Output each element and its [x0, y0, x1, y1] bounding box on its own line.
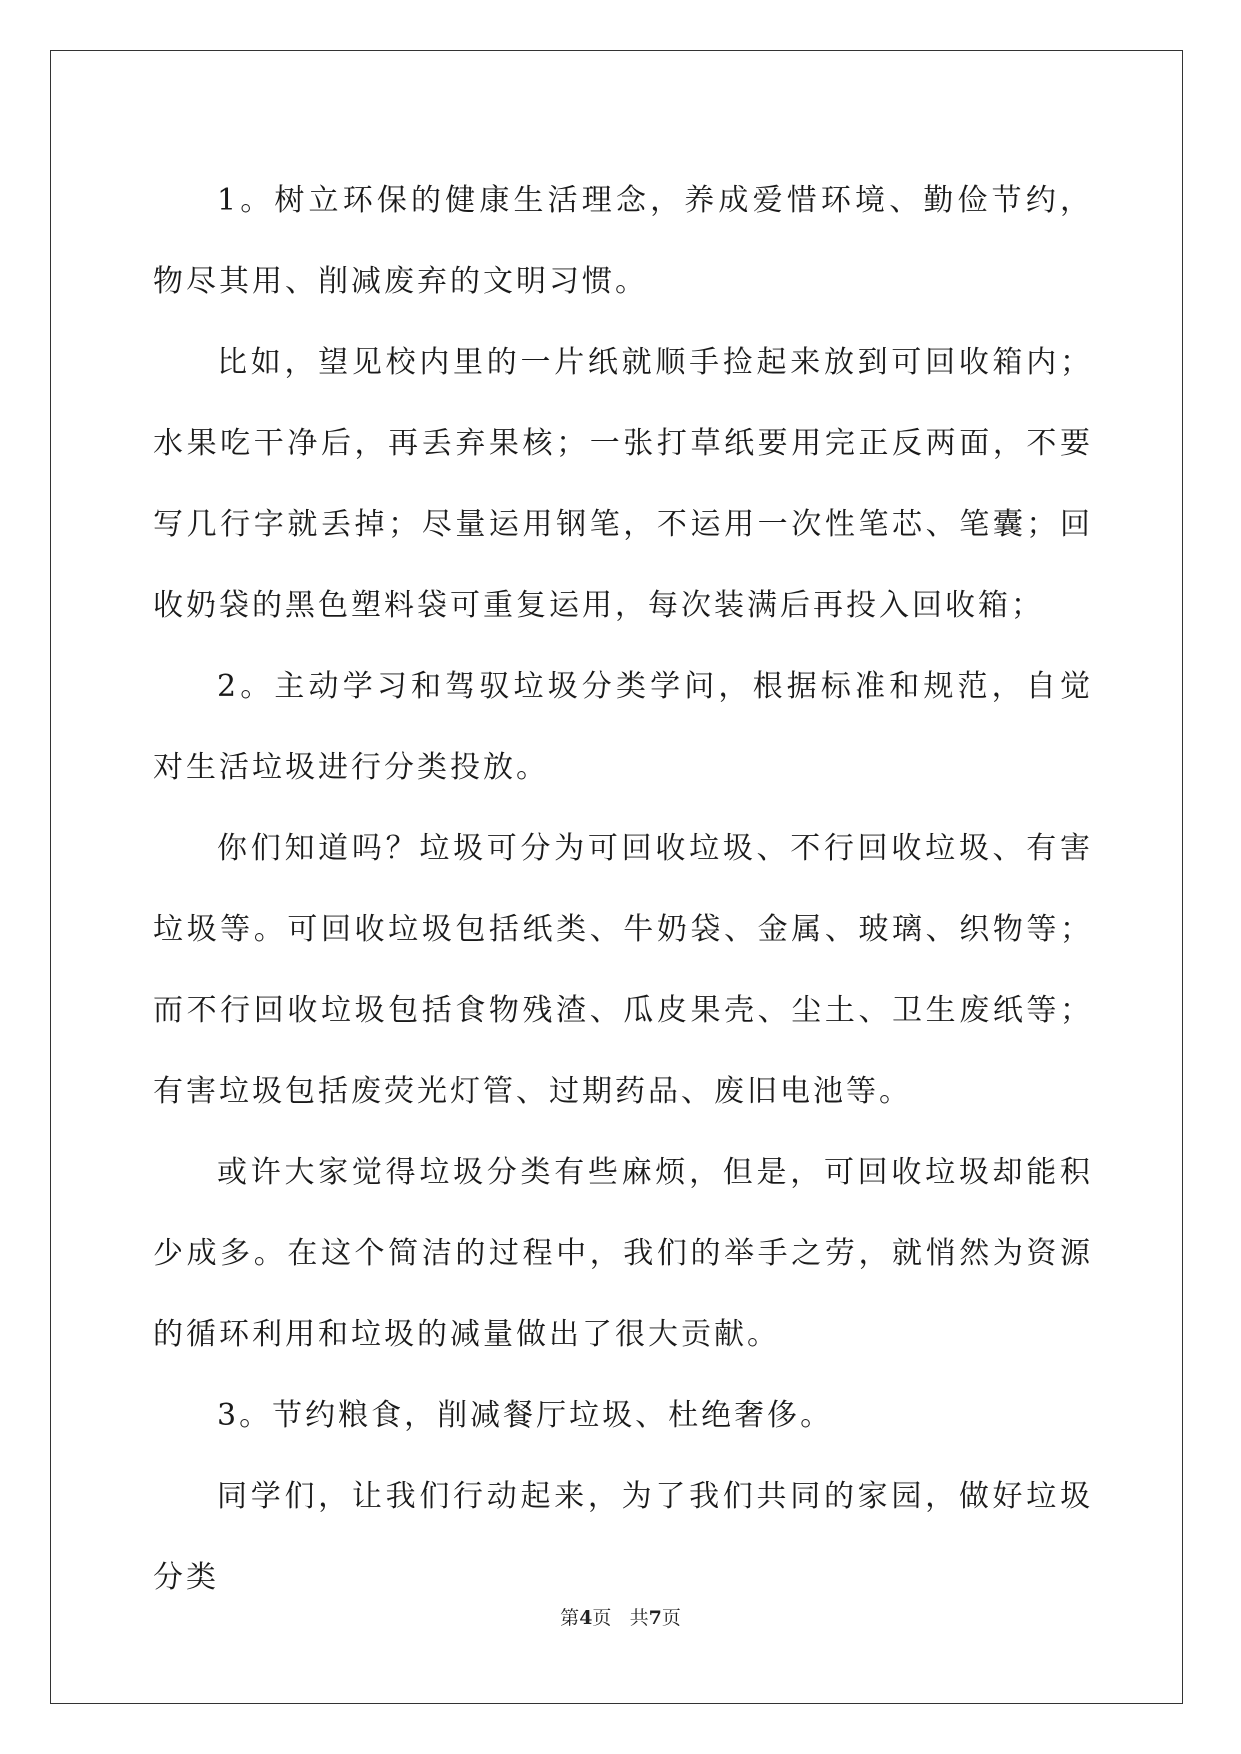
- paragraph-3: 2。主动学习和驾驭垃圾分类学问，根据标准和规范，自觉对生活垃圾进行分类投放。: [153, 669, 1093, 785]
- paragraph-4: 你们知道吗？垃圾可分为可回收垃圾、不行回收垃圾、有害垃圾等。可回收垃圾包括纸类、牛奶袋、金属、玻璃、织物等；而不行回收垃圾包括食物残渣、瓜皮果壳、尘土、卫生废纸等；有害垃圾包括废荧光灯管、过期药品、废旧电池等。: [153, 831, 1093, 1109]
- paragraph-5: 或许大家觉得垃圾分类有些麻烦，但是，可回收垃圾却能积少成多。在这个简洁的过程中，我们的举手之劳，就悄然为资源的循环利用和垃圾的减量做出了很大贡献。: [153, 1155, 1093, 1352]
- paragraph-7: 同学们，让我们行动起来，为了我们共同的家园，做好垃圾分类: [153, 1479, 1093, 1595]
- current-page-number: 4: [579, 1607, 593, 1629]
- total-prefix: 共: [629, 1607, 649, 1629]
- page-prefix: 第: [560, 1607, 580, 1629]
- page-suffix: 页: [592, 1607, 612, 1629]
- paragraph-2: 比如，望见校内里的一片纸就顺手捡起来放到可回收箱内；水果吃干净后，再丢弃果核；一张打草纸要用完正反两面，不要写几行字就丢掉；尽量运用钢笔，不运用一次性笔芯、笔囊；回收奶袋的黑色塑料袋可重复运用，每次装满后再投入回收箱；: [153, 345, 1093, 623]
- paragraph-1: 1。树立环保的健康生活理念，养成爱惜环境、勤俭节约，物尽其用、削减废弃的文明习惯。: [153, 183, 1093, 299]
- total-pages-number: 7: [648, 1607, 662, 1629]
- page-footer: [0, 1603, 1241, 1630]
- document-body: [153, 160, 1093, 1618]
- total-suffix: 页: [661, 1607, 681, 1629]
- paragraph-6: 3。节约粮食，削减餐厅垃圾、杜绝奢侈。: [217, 1398, 834, 1433]
